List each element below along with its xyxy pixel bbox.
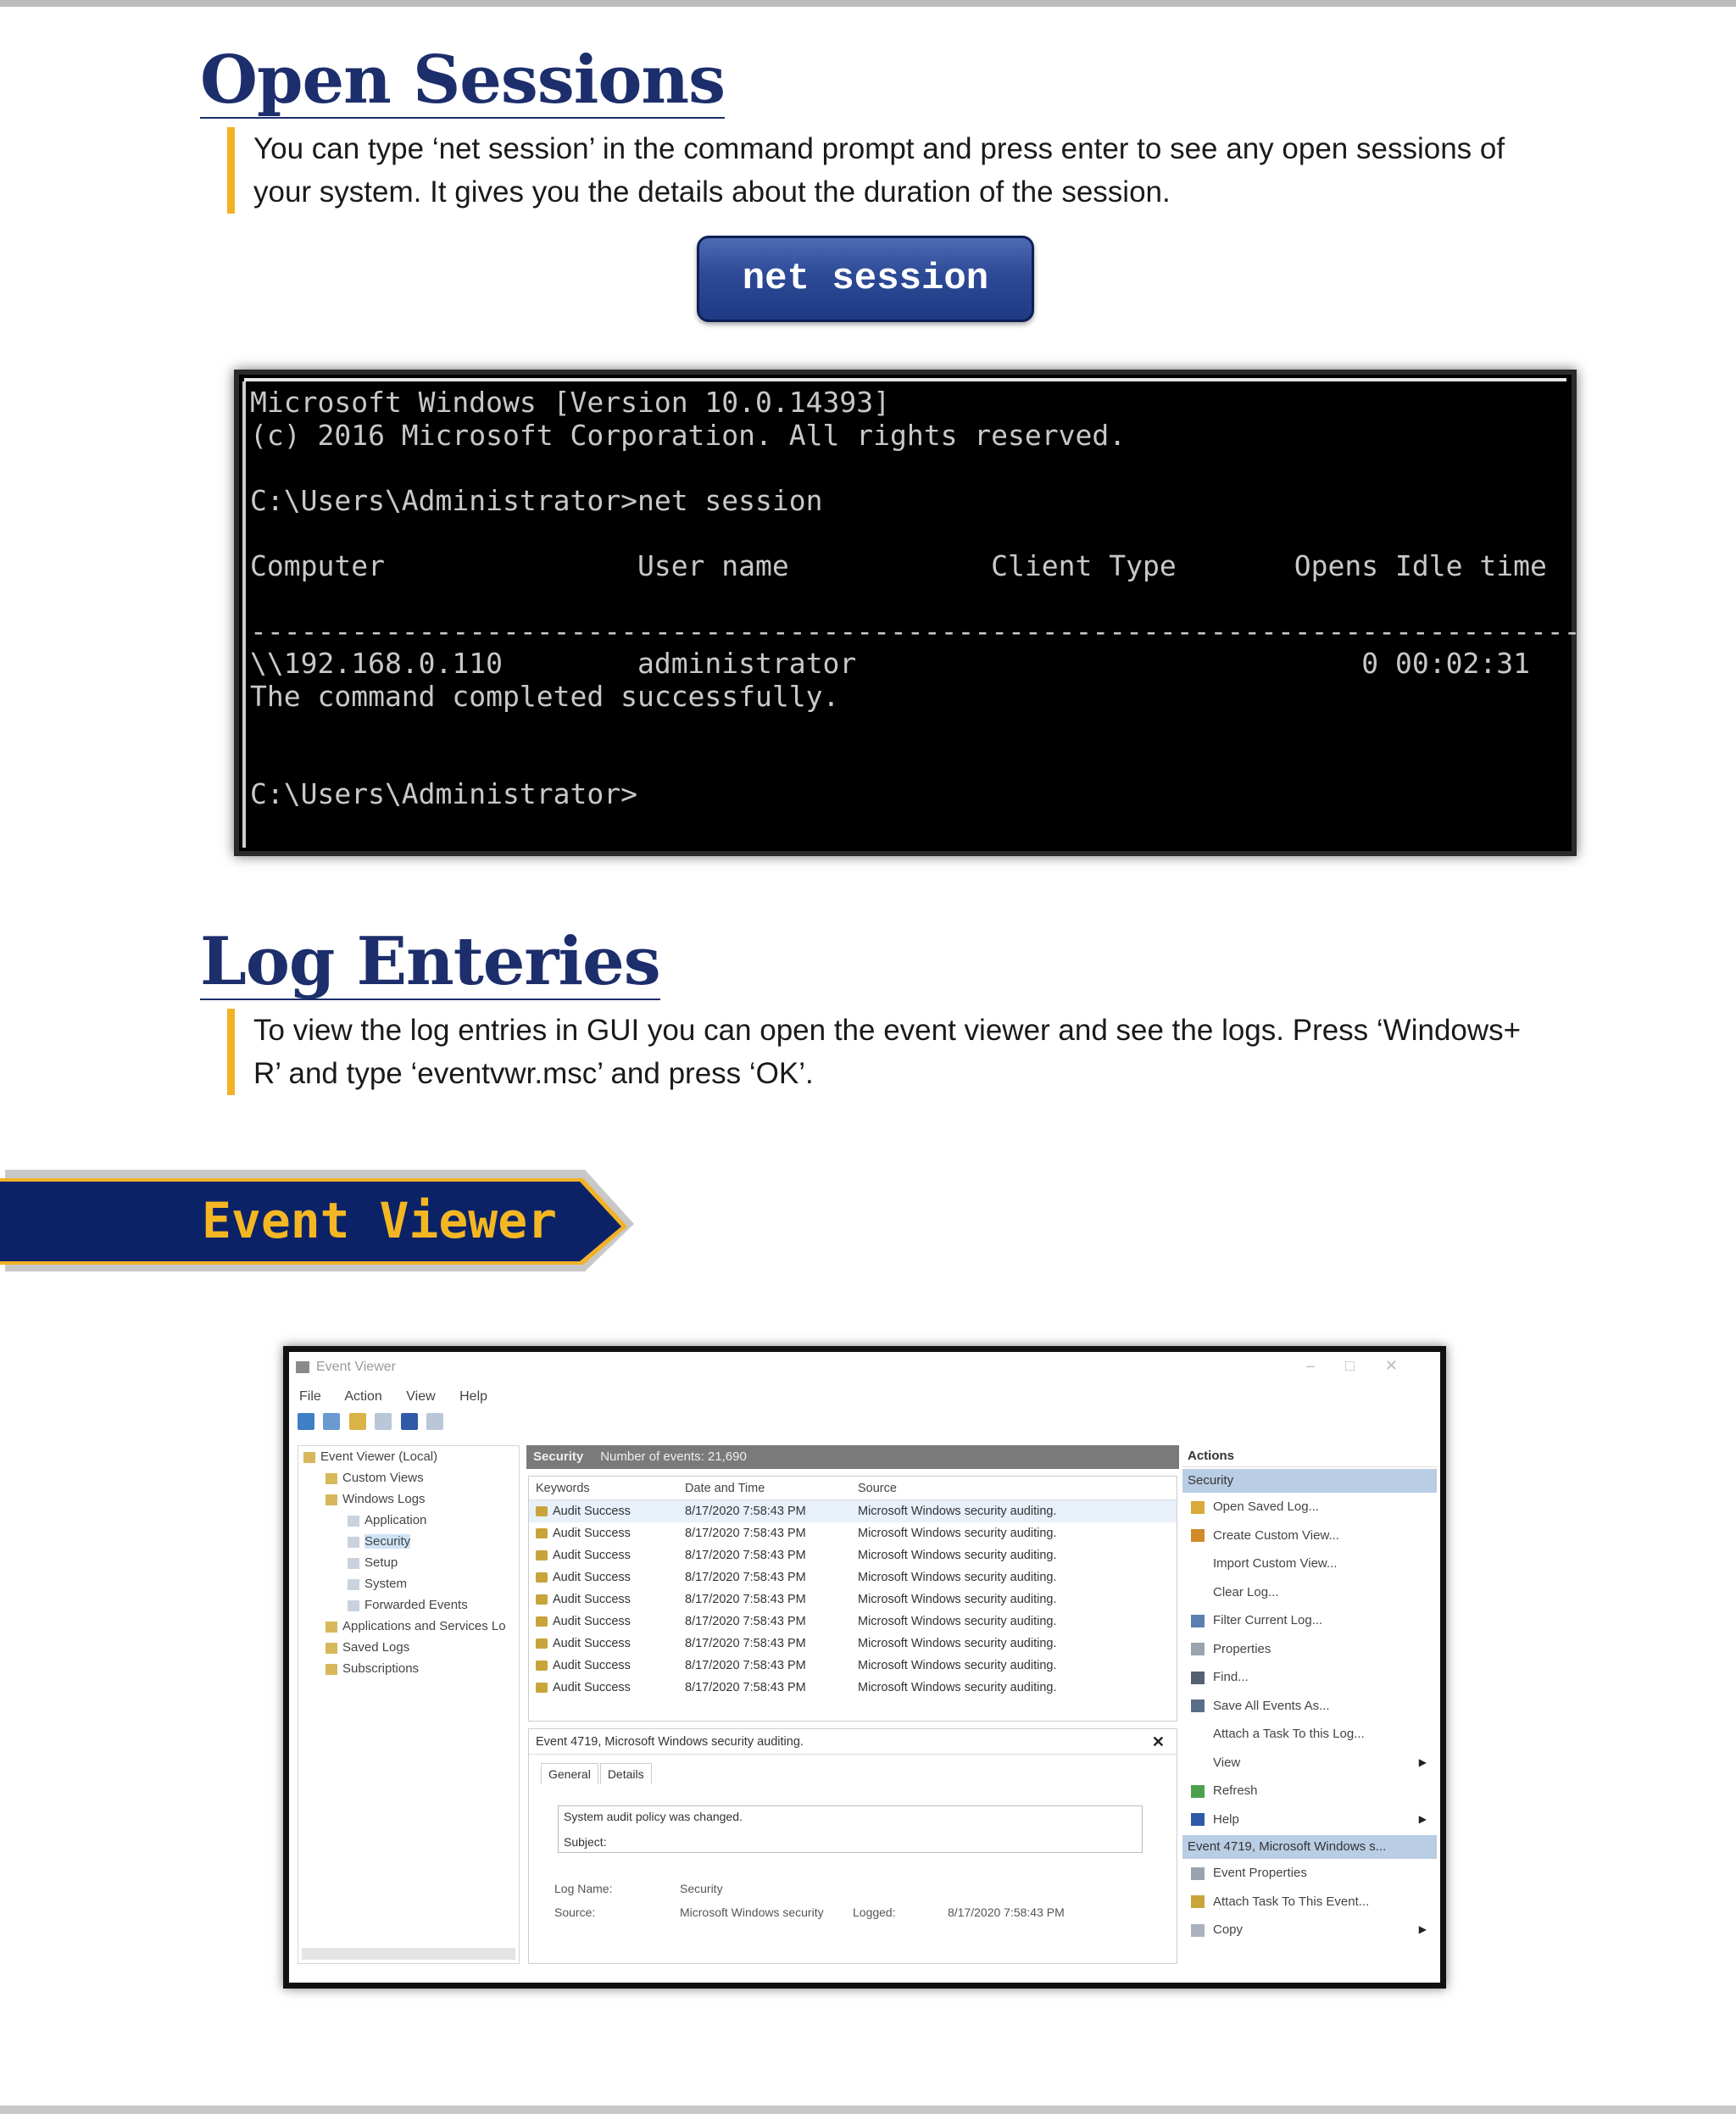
tree-item-label: Custom Views bbox=[342, 1471, 424, 1485]
table-row[interactable] bbox=[529, 1655, 1177, 1677]
open-sessions-heading: Open Sessions bbox=[200, 42, 726, 119]
action-label: Filter Current Log... bbox=[1213, 1613, 1323, 1627]
copy-icon bbox=[1191, 1924, 1205, 1937]
tree-item-label: Security bbox=[364, 1534, 411, 1549]
key-icon bbox=[536, 1638, 548, 1649]
log-name-row: Log Name: Security bbox=[554, 1882, 723, 1895]
action-label: Import Custom View... bbox=[1213, 1556, 1338, 1571]
log-folder-icon bbox=[348, 1537, 359, 1548]
key-icon bbox=[536, 1683, 548, 1693]
action-item[interactable] bbox=[1182, 1549, 1437, 1578]
log-folder-icon bbox=[348, 1600, 359, 1611]
blank-icon bbox=[1191, 1728, 1205, 1741]
action-label: Save All Events As... bbox=[1213, 1698, 1330, 1713]
tree-item-label: Application bbox=[364, 1513, 427, 1527]
top-rule bbox=[0, 0, 1736, 7]
date-cell: 8/17/2020 7:58:43 PM bbox=[685, 1549, 806, 1562]
blank-icon bbox=[1191, 1586, 1205, 1599]
tree-item-label: Event Viewer (Local) bbox=[320, 1449, 438, 1464]
menu-view[interactable]: View bbox=[406, 1389, 436, 1404]
task-icon bbox=[1191, 1895, 1205, 1908]
key-icon bbox=[536, 1506, 548, 1516]
log-folder-icon bbox=[348, 1579, 359, 1590]
column-header[interactable]: Source bbox=[858, 1482, 897, 1495]
terminal-left-border bbox=[242, 381, 246, 848]
keyword-column bbox=[529, 1588, 685, 1611]
help-icon bbox=[1191, 1813, 1205, 1826]
date-cell: 8/17/2020 7:58:43 PM bbox=[685, 1527, 806, 1540]
log-entries-heading: Log Enteries bbox=[200, 923, 660, 1000]
tree-item-label: Saved Logs bbox=[342, 1640, 410, 1655]
detail-tabs bbox=[541, 1763, 654, 1784]
submenu-arrow-icon: ▶ bbox=[1418, 1812, 1427, 1825]
menu-help[interactable]: Help bbox=[459, 1389, 488, 1404]
action-label: Properties bbox=[1213, 1641, 1271, 1656]
keyword-cell: Audit Success bbox=[553, 1681, 631, 1694]
event-detail-pane bbox=[528, 1728, 1177, 1964]
action-label: Find... bbox=[1213, 1670, 1249, 1684]
submenu-arrow-icon: ▶ bbox=[1418, 1755, 1427, 1768]
source-cell: Microsoft Windows security auditing. bbox=[858, 1571, 1057, 1584]
tree-item-label: Subscriptions bbox=[342, 1661, 420, 1676]
tree-item-label: Setup bbox=[364, 1555, 398, 1570]
action-item[interactable] bbox=[1182, 1578, 1437, 1607]
terminal-top-border bbox=[244, 378, 1566, 381]
tab-general[interactable]: General bbox=[541, 1763, 598, 1784]
paragraph-line: your system. It gives you the details about the duration of the session. bbox=[253, 175, 1171, 209]
table-row[interactable] bbox=[529, 1522, 1177, 1544]
folder-icon[interactable] bbox=[349, 1413, 366, 1430]
action-item[interactable] bbox=[1182, 1916, 1437, 1944]
keyword-cell: Audit Success bbox=[553, 1549, 631, 1562]
log-folder-icon bbox=[326, 1473, 337, 1484]
keyword-cell: Audit Success bbox=[553, 1615, 631, 1628]
command-prompt-screenshot bbox=[234, 370, 1581, 856]
log-header: Security Number of events: 21,690 bbox=[526, 1445, 1179, 1469]
log-folder-icon bbox=[303, 1452, 315, 1463]
keyword-cell: Audit Success bbox=[553, 1505, 631, 1518]
tree-item[interactable] bbox=[298, 1531, 519, 1552]
source-cell: Microsoft Windows security auditing. bbox=[858, 1659, 1057, 1672]
table-row[interactable] bbox=[529, 1500, 1177, 1522]
keyword-column bbox=[529, 1633, 685, 1655]
action-item[interactable] bbox=[1182, 1493, 1437, 1522]
log-folder-icon bbox=[326, 1643, 337, 1654]
actions-group-event[interactable]: Event 4719, Microsoft Windows s... bbox=[1182, 1835, 1437, 1859]
message-text: System audit policy was changed. bbox=[564, 1810, 743, 1823]
log-folder-icon bbox=[326, 1622, 337, 1633]
tree-item[interactable] bbox=[298, 1658, 519, 1679]
table-header bbox=[529, 1477, 1177, 1500]
action-label: Attach Task To This Event... bbox=[1213, 1894, 1370, 1909]
blank-icon bbox=[1191, 1756, 1205, 1769]
filter-icon bbox=[1191, 1529, 1205, 1542]
source-cell: Microsoft Windows security auditing. bbox=[858, 1681, 1057, 1694]
keyword-column bbox=[529, 1522, 685, 1544]
log-folder-icon bbox=[348, 1558, 359, 1569]
toolbar bbox=[298, 1413, 448, 1437]
action-label: Help bbox=[1213, 1811, 1239, 1827]
date-cell: 8/17/2020 7:58:43 PM bbox=[685, 1615, 806, 1628]
tree-item[interactable] bbox=[298, 1573, 519, 1594]
action-label: Copy bbox=[1213, 1922, 1244, 1937]
log-entries-paragraph bbox=[227, 1009, 1576, 1095]
refresh-icon bbox=[1191, 1785, 1205, 1798]
table-row[interactable] bbox=[529, 1677, 1177, 1699]
subject-label: Subject: bbox=[564, 1835, 607, 1849]
banner-label: Event Viewer bbox=[202, 1192, 558, 1249]
keyword-column bbox=[529, 1544, 685, 1566]
keyword-cell: Audit Success bbox=[553, 1593, 631, 1606]
tree-item[interactable] bbox=[298, 1510, 519, 1531]
source-cell: Microsoft Windows security auditing. bbox=[858, 1593, 1057, 1606]
submenu-arrow-icon: ▶ bbox=[1418, 1923, 1427, 1935]
action-item[interactable] bbox=[1182, 1663, 1437, 1692]
source-row: Source: Microsoft Windows security Logged: 8/17/2020 7:58:43 PM bbox=[554, 1905, 1065, 1919]
source-cell: Microsoft Windows security auditing. bbox=[858, 1527, 1057, 1540]
paragraph-line: You can type ‘net session’ in the command prompt and press enter to see any open sessions of bbox=[253, 132, 1505, 165]
actions-list bbox=[1182, 1493, 1437, 1833]
table-row[interactable] bbox=[529, 1611, 1177, 1633]
filter-icon bbox=[1191, 1615, 1205, 1627]
action-label: Create Custom View... bbox=[1213, 1527, 1339, 1543]
action-label: Event Properties bbox=[1213, 1866, 1307, 1880]
navigation-tree bbox=[298, 1445, 520, 1964]
date-cell: 8/17/2020 7:58:43 PM bbox=[685, 1571, 806, 1584]
column-header[interactable]: Keywords bbox=[536, 1482, 590, 1495]
action-item[interactable] bbox=[1182, 1606, 1437, 1635]
key-icon bbox=[536, 1550, 548, 1560]
actions-list bbox=[1182, 1859, 1437, 1944]
tree-item[interactable] bbox=[298, 1552, 519, 1573]
action-item[interactable] bbox=[1182, 1859, 1437, 1888]
actions-group-security[interactable]: Security bbox=[1182, 1469, 1437, 1493]
bottom-rule bbox=[0, 2106, 1736, 2114]
table-row[interactable] bbox=[529, 1544, 1177, 1566]
blank-icon bbox=[1191, 1558, 1205, 1571]
tree-item-label: Applications and Services Lo bbox=[342, 1619, 506, 1633]
menu-action[interactable]: Action bbox=[344, 1389, 382, 1404]
close-icon[interactable]: ✕ bbox=[1151, 1733, 1165, 1750]
log-folder-icon bbox=[348, 1516, 359, 1527]
date-cell: 8/17/2020 7:58:43 PM bbox=[685, 1637, 806, 1650]
actions-title: Actions bbox=[1182, 1445, 1437, 1467]
tree-item[interactable] bbox=[298, 1488, 519, 1510]
properties-icon bbox=[1191, 1643, 1205, 1655]
log-folder-icon bbox=[326, 1494, 337, 1505]
action-label: Clear Log... bbox=[1213, 1584, 1279, 1599]
keyword-cell: Audit Success bbox=[553, 1637, 631, 1650]
event-viewer-icon bbox=[296, 1361, 309, 1373]
tree-item-label: System bbox=[364, 1577, 408, 1591]
help-icon[interactable] bbox=[401, 1413, 418, 1430]
date-cell: 8/17/2020 7:58:43 PM bbox=[685, 1593, 806, 1606]
source-cell: Microsoft Windows security auditing. bbox=[858, 1637, 1057, 1650]
tree-item[interactable] bbox=[298, 1467, 519, 1488]
action-item[interactable] bbox=[1182, 1888, 1437, 1917]
table-row[interactable] bbox=[529, 1588, 1177, 1611]
window-controls[interactable]: –□✕ bbox=[1306, 1357, 1428, 1374]
key-icon bbox=[536, 1528, 548, 1538]
show-hide-tree-icon[interactable] bbox=[375, 1413, 392, 1430]
actions-pane bbox=[1182, 1445, 1437, 1988]
save-icon bbox=[1191, 1700, 1205, 1712]
action-item[interactable] bbox=[1182, 1805, 1437, 1834]
keyword-column bbox=[529, 1655, 685, 1677]
menu-file[interactable]: File bbox=[299, 1389, 321, 1404]
key-icon bbox=[536, 1572, 548, 1583]
key-icon bbox=[536, 1616, 548, 1627]
binoculars-icon bbox=[1191, 1672, 1205, 1684]
tab-details[interactable]: Details bbox=[600, 1763, 652, 1784]
forward-icon[interactable] bbox=[323, 1413, 340, 1430]
keyword-column bbox=[529, 1566, 685, 1588]
action-item[interactable] bbox=[1182, 1692, 1437, 1721]
action-item[interactable] bbox=[1182, 1777, 1437, 1805]
tree-item-label: Forwarded Events bbox=[364, 1598, 468, 1612]
tree-horizontal-scrollbar[interactable] bbox=[302, 1948, 515, 1960]
date-cell: 8/17/2020 7:58:43 PM bbox=[685, 1659, 806, 1672]
table-row[interactable] bbox=[529, 1566, 1177, 1588]
log-folder-icon bbox=[326, 1664, 337, 1675]
event-viewer-window bbox=[283, 1346, 1446, 1989]
source-cell: Microsoft Windows security auditing. bbox=[858, 1615, 1057, 1628]
keyword-column bbox=[529, 1677, 685, 1699]
tree-item-label: Windows Logs bbox=[342, 1492, 426, 1506]
tree-item[interactable] bbox=[298, 1446, 519, 1467]
action-label: Open Saved Log... bbox=[1213, 1499, 1320, 1514]
action-label: Refresh bbox=[1213, 1783, 1258, 1798]
events-table bbox=[528, 1476, 1177, 1722]
table-row[interactable] bbox=[529, 1633, 1177, 1655]
menu-bar bbox=[299, 1389, 508, 1405]
action-item[interactable] bbox=[1182, 1635, 1437, 1664]
action-label: Attach a Task To this Log... bbox=[1213, 1727, 1365, 1741]
action-item[interactable] bbox=[1182, 1522, 1437, 1550]
event-message bbox=[558, 1805, 1143, 1853]
properties-icon bbox=[1191, 1867, 1205, 1880]
action-label: View bbox=[1213, 1755, 1241, 1770]
key-icon bbox=[536, 1661, 548, 1671]
tree-item[interactable] bbox=[298, 1616, 519, 1637]
date-cell: 8/17/2020 7:58:43 PM bbox=[685, 1505, 806, 1518]
paragraph-line: To view the log entries in GUI you can open the event viewer and see the logs. Press ‘Windows+ bbox=[253, 1014, 1522, 1047]
tree-item[interactable] bbox=[298, 1594, 519, 1616]
action-item[interactable] bbox=[1182, 1720, 1437, 1749]
date-cell: 8/17/2020 7:58:43 PM bbox=[685, 1681, 806, 1694]
action-pane-icon[interactable] bbox=[426, 1413, 443, 1430]
keyword-cell: Audit Success bbox=[553, 1571, 631, 1584]
paragraph-line: R’ and type ‘eventvwr.msc’ and press ‘OK’. bbox=[253, 1057, 814, 1090]
column-header[interactable]: Date and Time bbox=[685, 1482, 765, 1495]
terminal-output: Microsoft Windows [Version 10.0.14393] (c) 2016 Microsoft Corporation. All rights reserved. C:\Users\Administrator>net session Computer User name Client Type Opens Idle time ------------------------------------------------------------------------------- \\192.168.0.110 administrator 0 00:02:31 The command completed successfully. C:\Users\Administrator> bbox=[250, 386, 1581, 810]
keyword-column bbox=[529, 1611, 685, 1633]
keyword-column bbox=[529, 1500, 685, 1522]
keyword-cell: Audit Success bbox=[553, 1659, 631, 1672]
tree-item[interactable] bbox=[298, 1637, 519, 1658]
detail-header: Event 4719, Microsoft Windows security auditing. bbox=[529, 1729, 1177, 1755]
command-pill: net session bbox=[697, 236, 1034, 322]
key-icon bbox=[536, 1594, 548, 1605]
back-icon[interactable] bbox=[298, 1413, 314, 1430]
center-pane bbox=[526, 1445, 1179, 1964]
source-cell: Microsoft Windows security auditing. bbox=[858, 1505, 1057, 1518]
source-cell: Microsoft Windows security auditing. bbox=[858, 1549, 1057, 1562]
window-title: Event Viewer bbox=[296, 1355, 396, 1379]
folder-icon bbox=[1191, 1501, 1205, 1514]
keyword-cell: Audit Success bbox=[553, 1527, 631, 1540]
open-sessions-paragraph bbox=[227, 127, 1576, 214]
action-item[interactable] bbox=[1182, 1749, 1437, 1777]
